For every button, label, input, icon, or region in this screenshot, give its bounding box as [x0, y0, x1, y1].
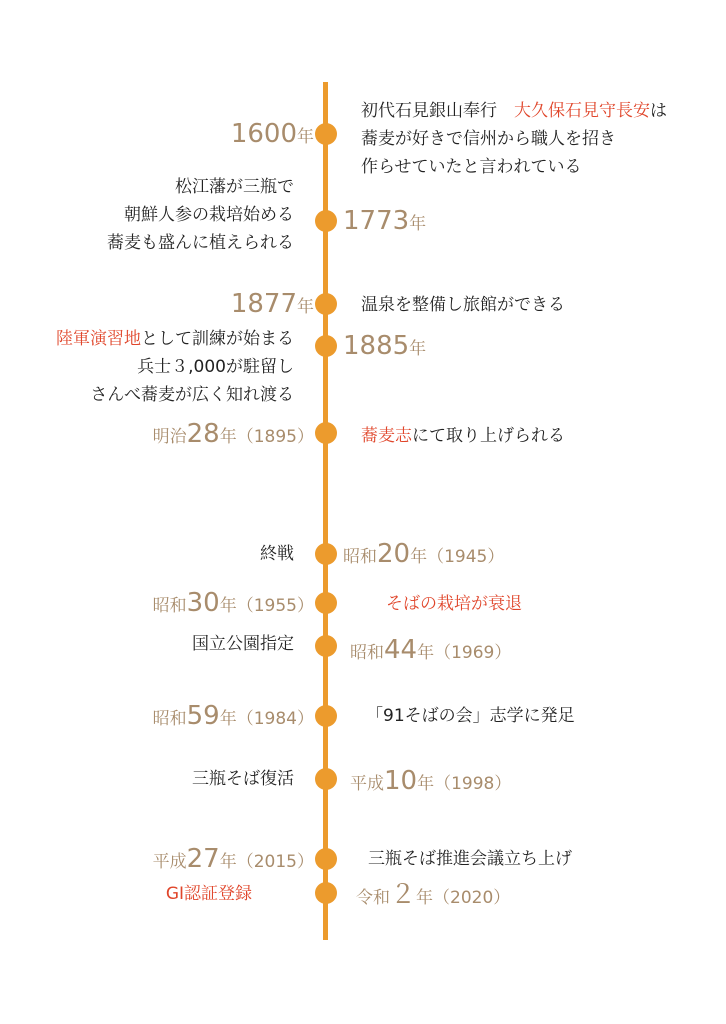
- timeline-dot: [315, 882, 337, 904]
- event-year: 平成10年（1998）: [350, 766, 512, 796]
- event-description: 陸軍演習地として訓練が始まる 兵士３,000が駐留し さんべ蕎麦が広く知れ渡る: [56, 329, 294, 405]
- timeline-dot: [315, 335, 337, 357]
- timeline-dot: [315, 705, 337, 727]
- event-description: 三瓶そば推進会議立ち上げ: [368, 849, 572, 869]
- event-year: 昭和30年（1955）: [152, 588, 314, 618]
- event-year: 1773年: [343, 206, 427, 236]
- timeline-dot: [315, 768, 337, 790]
- timeline-dot: [315, 123, 337, 145]
- timeline-dot: [315, 293, 337, 315]
- timeline-dot: [315, 210, 337, 232]
- event-description: 温泉を整備し旅館ができる: [361, 295, 565, 315]
- event-year: 令和２年（2020）: [356, 880, 511, 910]
- event-description: 蕎麦志にて取り上げられる: [361, 426, 565, 446]
- event-year: 1600年: [230, 119, 314, 149]
- event-year: 1877年: [230, 289, 314, 319]
- timeline-dot: [315, 848, 337, 870]
- event-description: 国立公園指定: [192, 634, 294, 654]
- event-year: 平成27年（2015）: [152, 844, 314, 874]
- event-description: 終戦: [260, 544, 294, 564]
- event-year: 昭和59年（1984）: [152, 701, 314, 731]
- event-description: GI認証登録: [165, 884, 252, 904]
- timeline-dot: [315, 422, 337, 444]
- event-year: 1885年: [343, 331, 427, 361]
- timeline-dot: [315, 543, 337, 565]
- event-year: 昭和20年（1945）: [343, 539, 505, 569]
- event-description: 松江藩が三瓶で 朝鮮人参の栽培始める 蕎麦も盛んに植えられる: [107, 177, 294, 253]
- timeline-dot: [315, 592, 337, 614]
- event-description: 「91そばの会」志学に発足: [366, 706, 575, 726]
- event-description: 初代石見銀山奉行 大久保石見守長安は 蕎麦が好きで信州から職人を招き 作らせていたと言われている: [361, 101, 667, 177]
- event-description: 三瓶そば復活: [192, 769, 294, 789]
- timeline-dot: [315, 635, 337, 657]
- event-year: 昭和44年（1969）: [350, 635, 512, 665]
- event-description: そばの栽培が衰退: [386, 594, 522, 614]
- event-year: 明治28年（1895）: [152, 419, 314, 449]
